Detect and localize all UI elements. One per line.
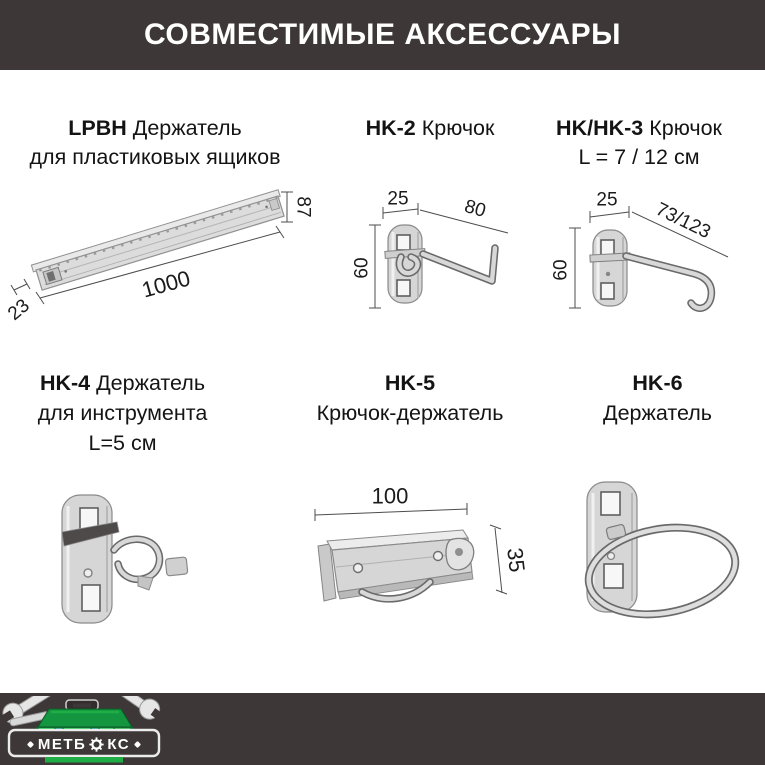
lpbh-technical-drawing xyxy=(0,178,330,328)
hk5-technical-drawing xyxy=(300,480,535,620)
header-bar xyxy=(0,0,765,70)
title-line1 xyxy=(10,368,235,398)
hk2-technical-drawing xyxy=(335,190,535,315)
brand-left: МЕТБ xyxy=(37,735,87,753)
title-line2: Крючок-держатель xyxy=(316,401,504,425)
product-name: Крючок xyxy=(649,116,722,140)
hk3-technical-drawing xyxy=(540,190,765,318)
brand-right: КС xyxy=(107,735,131,753)
dim-label-length: 73/123 xyxy=(652,198,714,244)
product-title-hk4 xyxy=(10,368,235,458)
tool-holder-shape xyxy=(62,495,188,623)
hook-shape xyxy=(385,225,495,303)
diamond-icon xyxy=(134,740,141,747)
dim-label-height: 60 xyxy=(351,257,373,279)
title-line2: для инструмента xyxy=(37,401,208,425)
product-title-hk5 xyxy=(295,368,525,428)
dim-label-length: 1000 xyxy=(139,265,193,303)
title-line1 xyxy=(528,114,750,143)
product-code: HK-4 xyxy=(39,371,91,395)
product-code: HK-2 xyxy=(365,116,416,140)
dim-label-length: 100 xyxy=(371,483,409,509)
dim-label-height: 35 xyxy=(502,546,530,574)
product-code: HK-5 xyxy=(384,371,436,395)
product-code: LPBH xyxy=(68,116,127,140)
product-title-hk6 xyxy=(545,368,765,428)
product-title-hk2 xyxy=(330,114,530,143)
ring-holder-shape xyxy=(582,482,742,625)
product-name: Держатель xyxy=(96,371,206,395)
holder-rail-shape xyxy=(318,530,474,601)
diamond-icon xyxy=(27,740,34,747)
hk6-technical-drawing xyxy=(555,470,765,625)
dim-label-length: 80 xyxy=(461,195,489,223)
product-title-lpbh xyxy=(20,114,290,172)
gear-icon xyxy=(89,737,104,752)
title-line3: L=5 см xyxy=(88,431,157,455)
product-title-hk3 xyxy=(528,114,750,172)
dim-label-depth: 23 xyxy=(4,295,34,325)
product-name: Держатель xyxy=(132,116,242,140)
dim-label-width: 25 xyxy=(387,190,409,210)
title-line1 xyxy=(20,114,290,143)
hook-shape xyxy=(590,230,712,308)
logo-green-bar xyxy=(45,757,123,763)
title-line1 xyxy=(545,368,765,398)
brand-name xyxy=(10,731,158,757)
page-title: СОВМЕСТИМЫЕ АКСЕССУАРЫ xyxy=(143,18,622,51)
title-line2: Держатель xyxy=(603,401,712,425)
title-line1 xyxy=(330,114,530,143)
product-name: Крючок xyxy=(421,116,495,140)
dim-label-height: 60 xyxy=(550,259,572,281)
dim-label-width: 25 xyxy=(596,190,618,211)
hk4-product-image xyxy=(30,480,210,630)
dim-label-height: 87 xyxy=(292,196,314,218)
title-line2: для пластиковых ящиков xyxy=(29,145,281,169)
product-code: HK-6 xyxy=(632,371,683,395)
title-line2: L = 7 / 12 см xyxy=(578,145,700,169)
title-line1 xyxy=(295,368,525,398)
product-code: HK/HK-3 xyxy=(556,116,644,140)
